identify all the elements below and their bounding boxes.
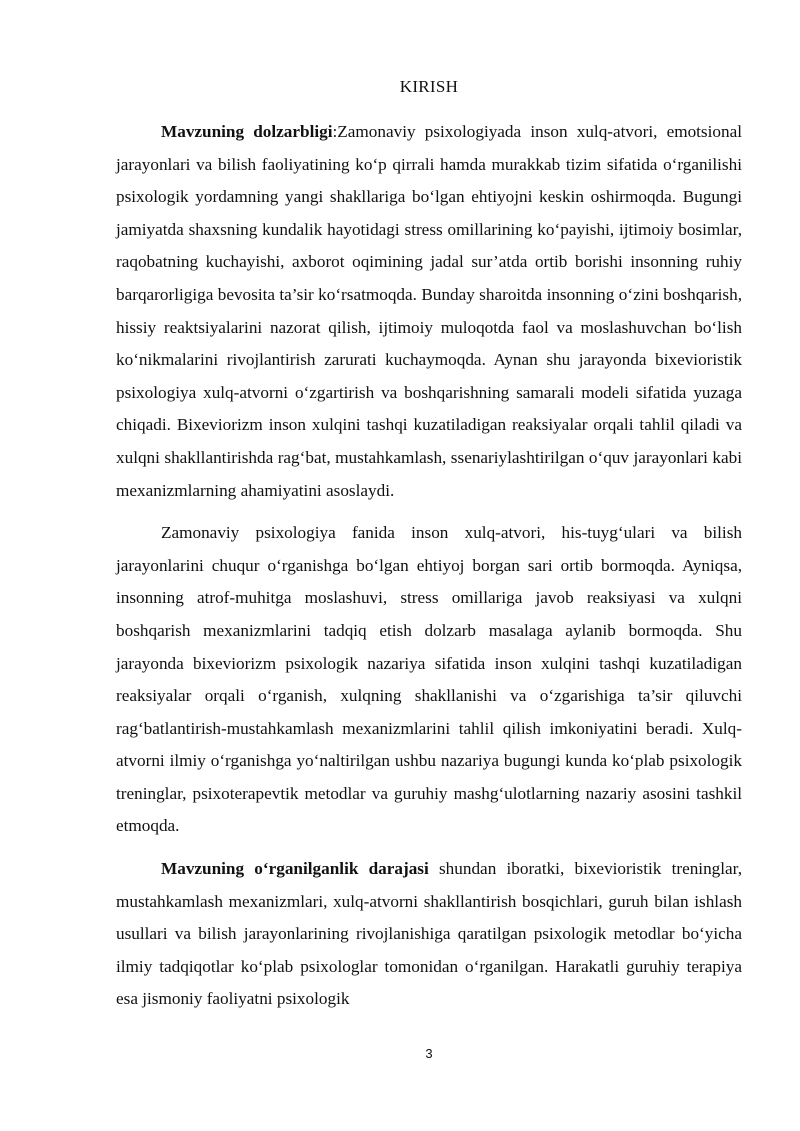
page-heading: KIRISH: [399, 77, 459, 96]
paragraph-relevance: [116, 116, 742, 507]
paragraph-study-level: [116, 853, 742, 1016]
paragraph-lead: Mavzuning dolzarbligi: [161, 122, 333, 141]
paragraph-text: Zamonaviy psixologiya fanida inson xulq-atvori, his-tuyg‘ulari va bilish jarayonlarini chuqur o‘rganishga bo‘lgan ehtiyoj borgan sari ortib bormoqda. Ayniqsa, insonning atrof-muhitga moslashuvi, stress omillariga javob reaksiyasi va xulqni boshqarish mexanizmlarini tadqiq etish dolzarb masalaga aylanib bormoqda. Shu jarayonda bixeviorizm psixologik nazariya sifatida inson xulqini tashqi kuzatiladigan reaksiyalar orqali o‘rganish, xulqning shakllanishi va o‘zgarishiga ta’sir qiluvchi rag‘batlantirish-mustahkamlash mexanizmlarini tahlil qilish imkoniyatini beradi. Xulq-atvorni ilmiy o‘rganishga yo‘naltirilgan ushbu nazariya bugungi kunda ko‘plab psixologik treninglar, psixoterapevtik metodlar va guruhiy mashg‘ulotlarning nazariy asosini tashkil etmoqda.: [116, 523, 742, 836]
paragraph-modern-psychology: [116, 517, 742, 843]
paragraph-text: shundan iboratki, bixevioristik treninglar, mustahkamlash mexanizmlari, xulq-atvorni shakllantirish bosqichlari, guruh bilan ishlash usullari va bilish jarayonlarining rivojlanishiga qaratilgan psixologik metodlar bo‘yicha ilmiy tadqiqotlar ko‘plab psixologlar tomonidan o‘rganilgan. Harakatli guruhiy terapiya esa jismoniy faoliyatni psixologik: [116, 859, 742, 1009]
paragraph-lead: Mavzuning o‘rganilganlik darajasi: [161, 859, 429, 879]
page-number: 3: [425, 1046, 433, 1061]
document-body: [116, 116, 742, 1016]
paragraph-text: :Zamonaviy psixologiyada inson xulq-atvori, emotsional jarayonlari va bilish faoliyatining ko‘p qirrali hamda murakkab tizim sifatida o‘rganilishi psixologik yordamning yangi shakllariga bo‘lgan ehtiyojni keskin oshirmoqda. Bugungi jamiyatda shaxsning kundalik hayotidagi stress omillarining ko‘payishi, ijtimoiy bosimlar, raqobatning kuchayishi, axborot oqimining jadal sur’atda ortib borishi insonning ruhiy barqarorligiga bevosita ta’sir ko‘rsatmoqda. Bunday sharoitda insonning o‘zini boshqarish, hissiy reaktsiyalarini nazorat qilish, ijtimoiy muloqotda faol va moslashuvchan bo‘lish ko‘nikmalarini rivojlantirish zarurati kuchaymoqda. Aynan shu jarayonda bixevioristik psixologiya xulq-atvorni o‘zgartirish va boshqarishning samarali modeli sifatida yuzaga chiqadi. Bixeviorizm inson xulqini tashqi kuzatiladigan reaksiyalar orqali tahlil qiladi va xulqni shakllantirishda rag‘bat, mustahkamlash, ssenariylashtirilgan o‘quv jarayonlari kabi mexanizmlarning ahamiyatini asoslaydi.: [116, 122, 742, 500]
